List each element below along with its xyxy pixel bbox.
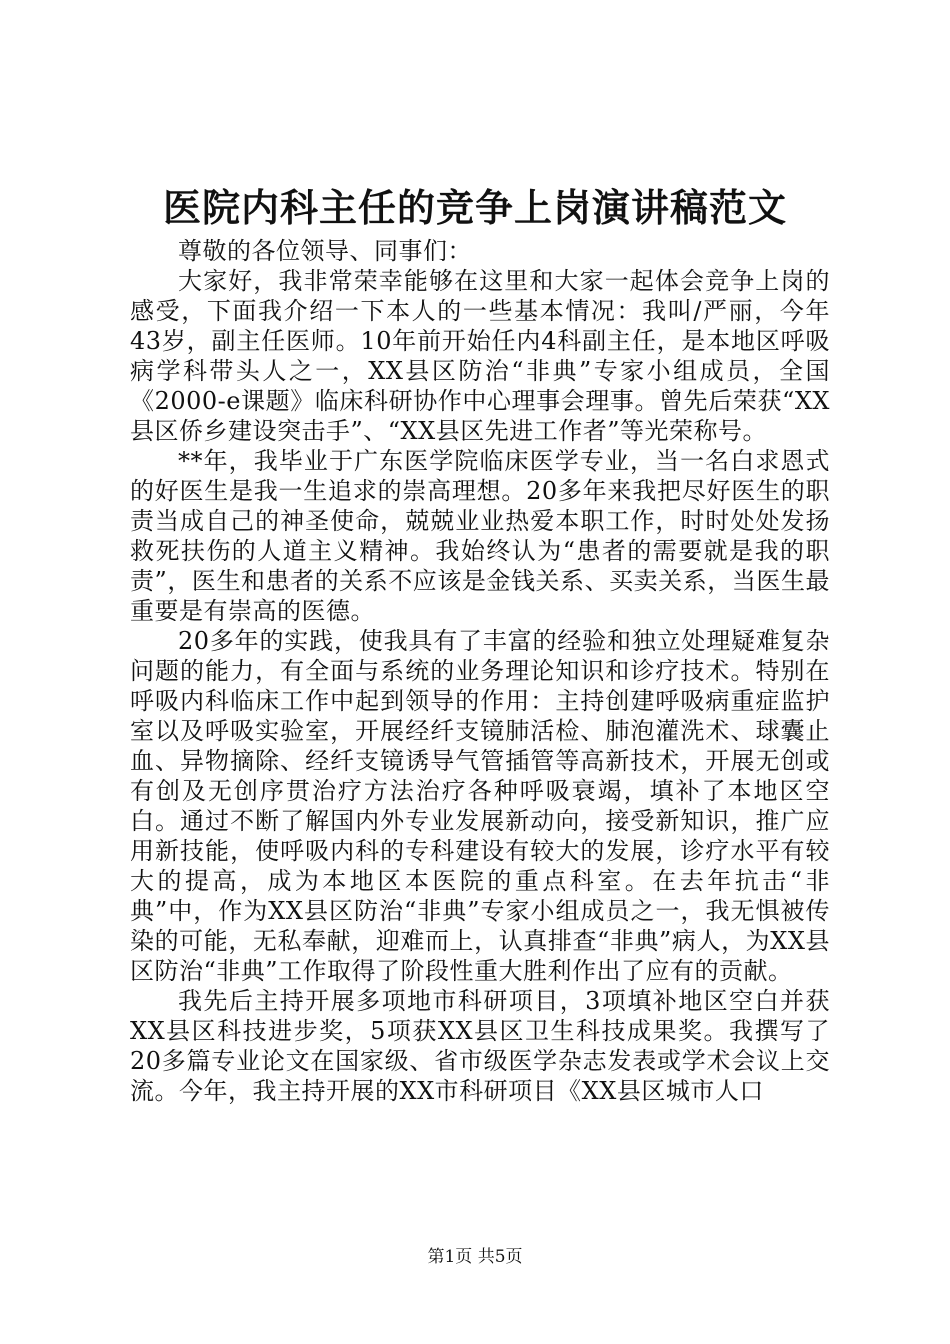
paragraph-research: 我先后主持开展多项地市科研项目，3项填补地区空白并获XX县区科技进步奖，5项获XX县区卫生科技成果奖。我撰写了20多篇专业论文在国家级、省市级医学杂志发表或学术会议上交流。今年，我主持开展的XX市科研项目《XX县区城市人口 xyxy=(130,987,830,1105)
greeting-line: 尊敬的各位领导、同事们： xyxy=(178,237,472,265)
document-body xyxy=(130,236,830,1106)
paragraph-experience: 20多年的实践，使我具有了丰富的经验和独立处理疑难复杂问题的能力，有全面与系统的业务理论知识和诊疗技术。特别在呼吸内科临床工作中起到领导的作用：主持创建呼吸病重症监护室以及呼吸实验室，开展经纤支镜肺活检、肺泡灌洗术、球囊止血、异物摘除、经纤支镜诱导气管插管等高新技术，开展无创或有创及无创序贯治疗方法治疗各种呼吸衰竭，填补了本地区空白。通过不断了解国内外专业发展新动向，接受新知识，推广应用新技能，使呼吸内科的专科建设有较大的发展，诊疗水平有较大的提高，成为本地区本医院的重点科室。在去年抗击“非典”中，作为XX县区防治“非典”专家小组成员之一，我无惧被传染的可能，无私奉献，迎难而上，认真排查“非典”病人，为XX县区防治“非典”工作取得了阶段性重大胜利作出了应有的贡献。 xyxy=(130,627,830,985)
document-title: 医院内科主任的竞争上岗演讲稿范文 xyxy=(162,185,787,230)
paragraph-introduction: 大家好，我非常荣幸能够在这里和大家一起体会竞争上岗的感受，下面我介绍一下本人的一些基本情况：我叫/严丽，今年43岁，副主任医师。10年前开始任内4科副主任，是本地区呼吸病学科带头人之一，XX县区防治“非典”专家小组成员，全国《2000-e课题》临床科研协作中心理事会理事。曾先后荣获“XX县区侨乡建设突击手”、“XX县区先进工作者”等光荣称号。 xyxy=(130,267,830,445)
page-number-footer: 第1页 共5页 xyxy=(427,1247,523,1267)
paragraph-education: **年，我毕业于广东医学院临床医学专业，当一名白求恩式的好医生是我一生追求的崇高理想。20多年来我把尽好医生的职责当成自己的神圣使命，兢兢业业热爱本职工作，时时处处发扬救死扶伤的人道主义精神。我始终认为“患者的需要就是我的职责”，医生和患者的关系不应该是金钱关系、买卖关系，当医生最重要是有崇高的医德。 xyxy=(130,447,830,625)
